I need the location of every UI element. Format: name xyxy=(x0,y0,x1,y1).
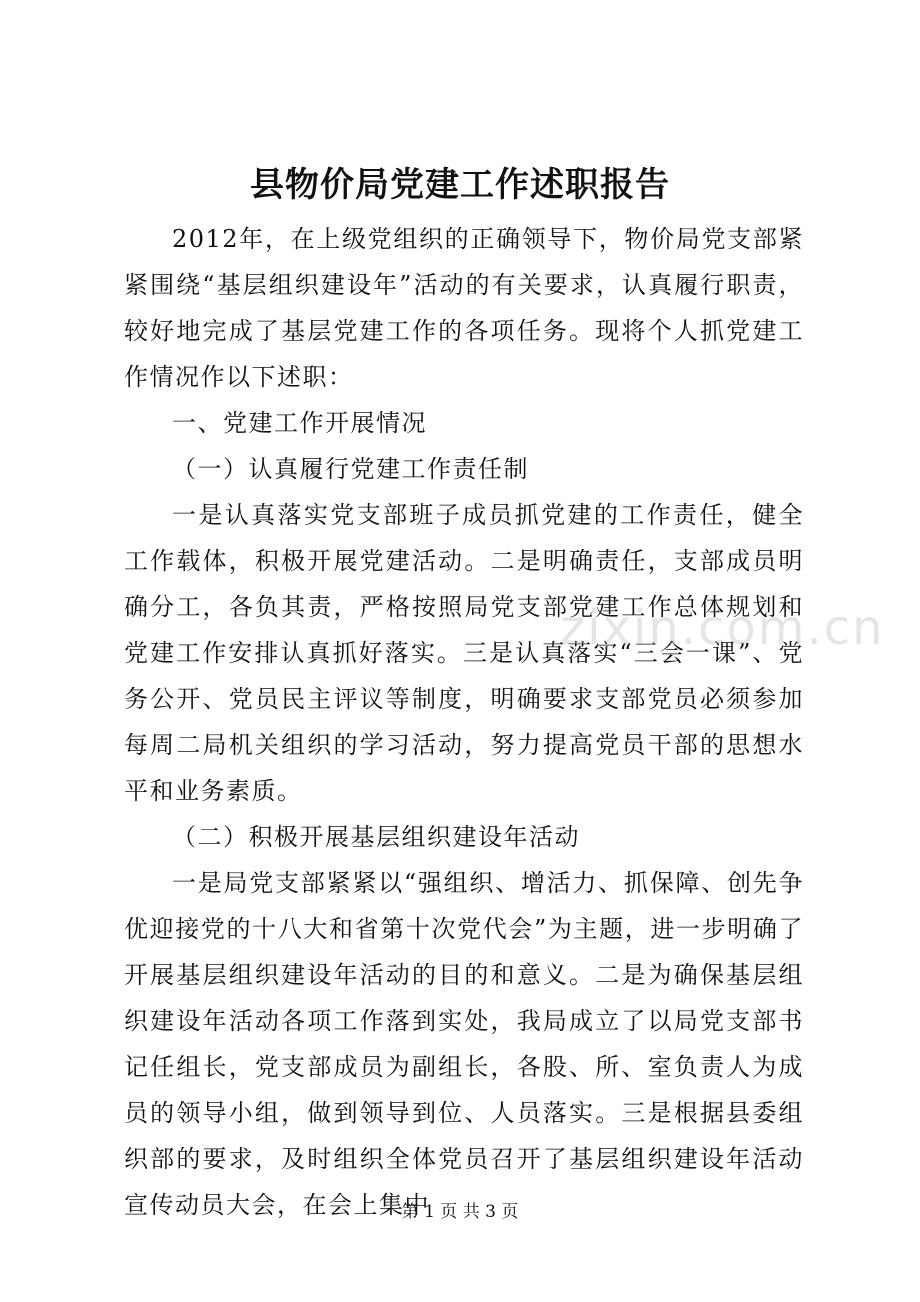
intro-paragraph: 2012年，在上级党组织的正确领导下，物价局党支部紧紧围绕“基层组织建设年”活动的有关要求，认真履行职责，较好地完成了基层党建工作的各项任务。现将个人抓党建工作情况作以下述职： xyxy=(124,225,804,391)
subsection-heading-1: （一）认真履行党建工作责任制 xyxy=(172,455,529,483)
document-body xyxy=(124,216,804,1228)
document-title: 县物价局党建工作述职报告 xyxy=(250,165,670,205)
subsection-heading-2: （二）积极开展基层组织建设年活动 xyxy=(172,823,580,851)
body-paragraph-1: 一是认真落实党支部班子成员抓党建的工作责任，健全工作载体，积极开展党建活动。二是明确责任，支部成员明确分工，各负其责，严格按照局党支部党建工作总体规划和党建工作安排认真抓好落实。三是认真落实“三会一课”、党务公开、党员民主评议等制度，明确要求支部党员必须参加每周二局机关组织的学习活动，努力提高党员干部的思想水平和业务素质。 xyxy=(124,501,804,805)
body-paragraph-2: 一是局党支部紧紧以“强组织、增活力、抓保障、创先争优迎接党的十八大和省第十次党代会”为主题，进一步明确了开展基层组织建设年活动的目的和意义。二是为确保基层组织建设年活动各项工作落到实处，我局成立了以局党支部书记任组长，党支部成员为副组长，各股、所、室负责人为成员的领导小组，做到领导到位、人员落实。三是根据县委组织部的要求，及时组织全体党员召开了基层组织建设年活动宣传动员大会，在会上集中 xyxy=(124,869,804,1219)
section-heading-1: 一、党建工作开展情况 xyxy=(172,409,427,437)
page-footer: 第 1 页 共 3 页 xyxy=(401,1202,519,1222)
watermark: zixin.com.cn xyxy=(560,600,885,656)
